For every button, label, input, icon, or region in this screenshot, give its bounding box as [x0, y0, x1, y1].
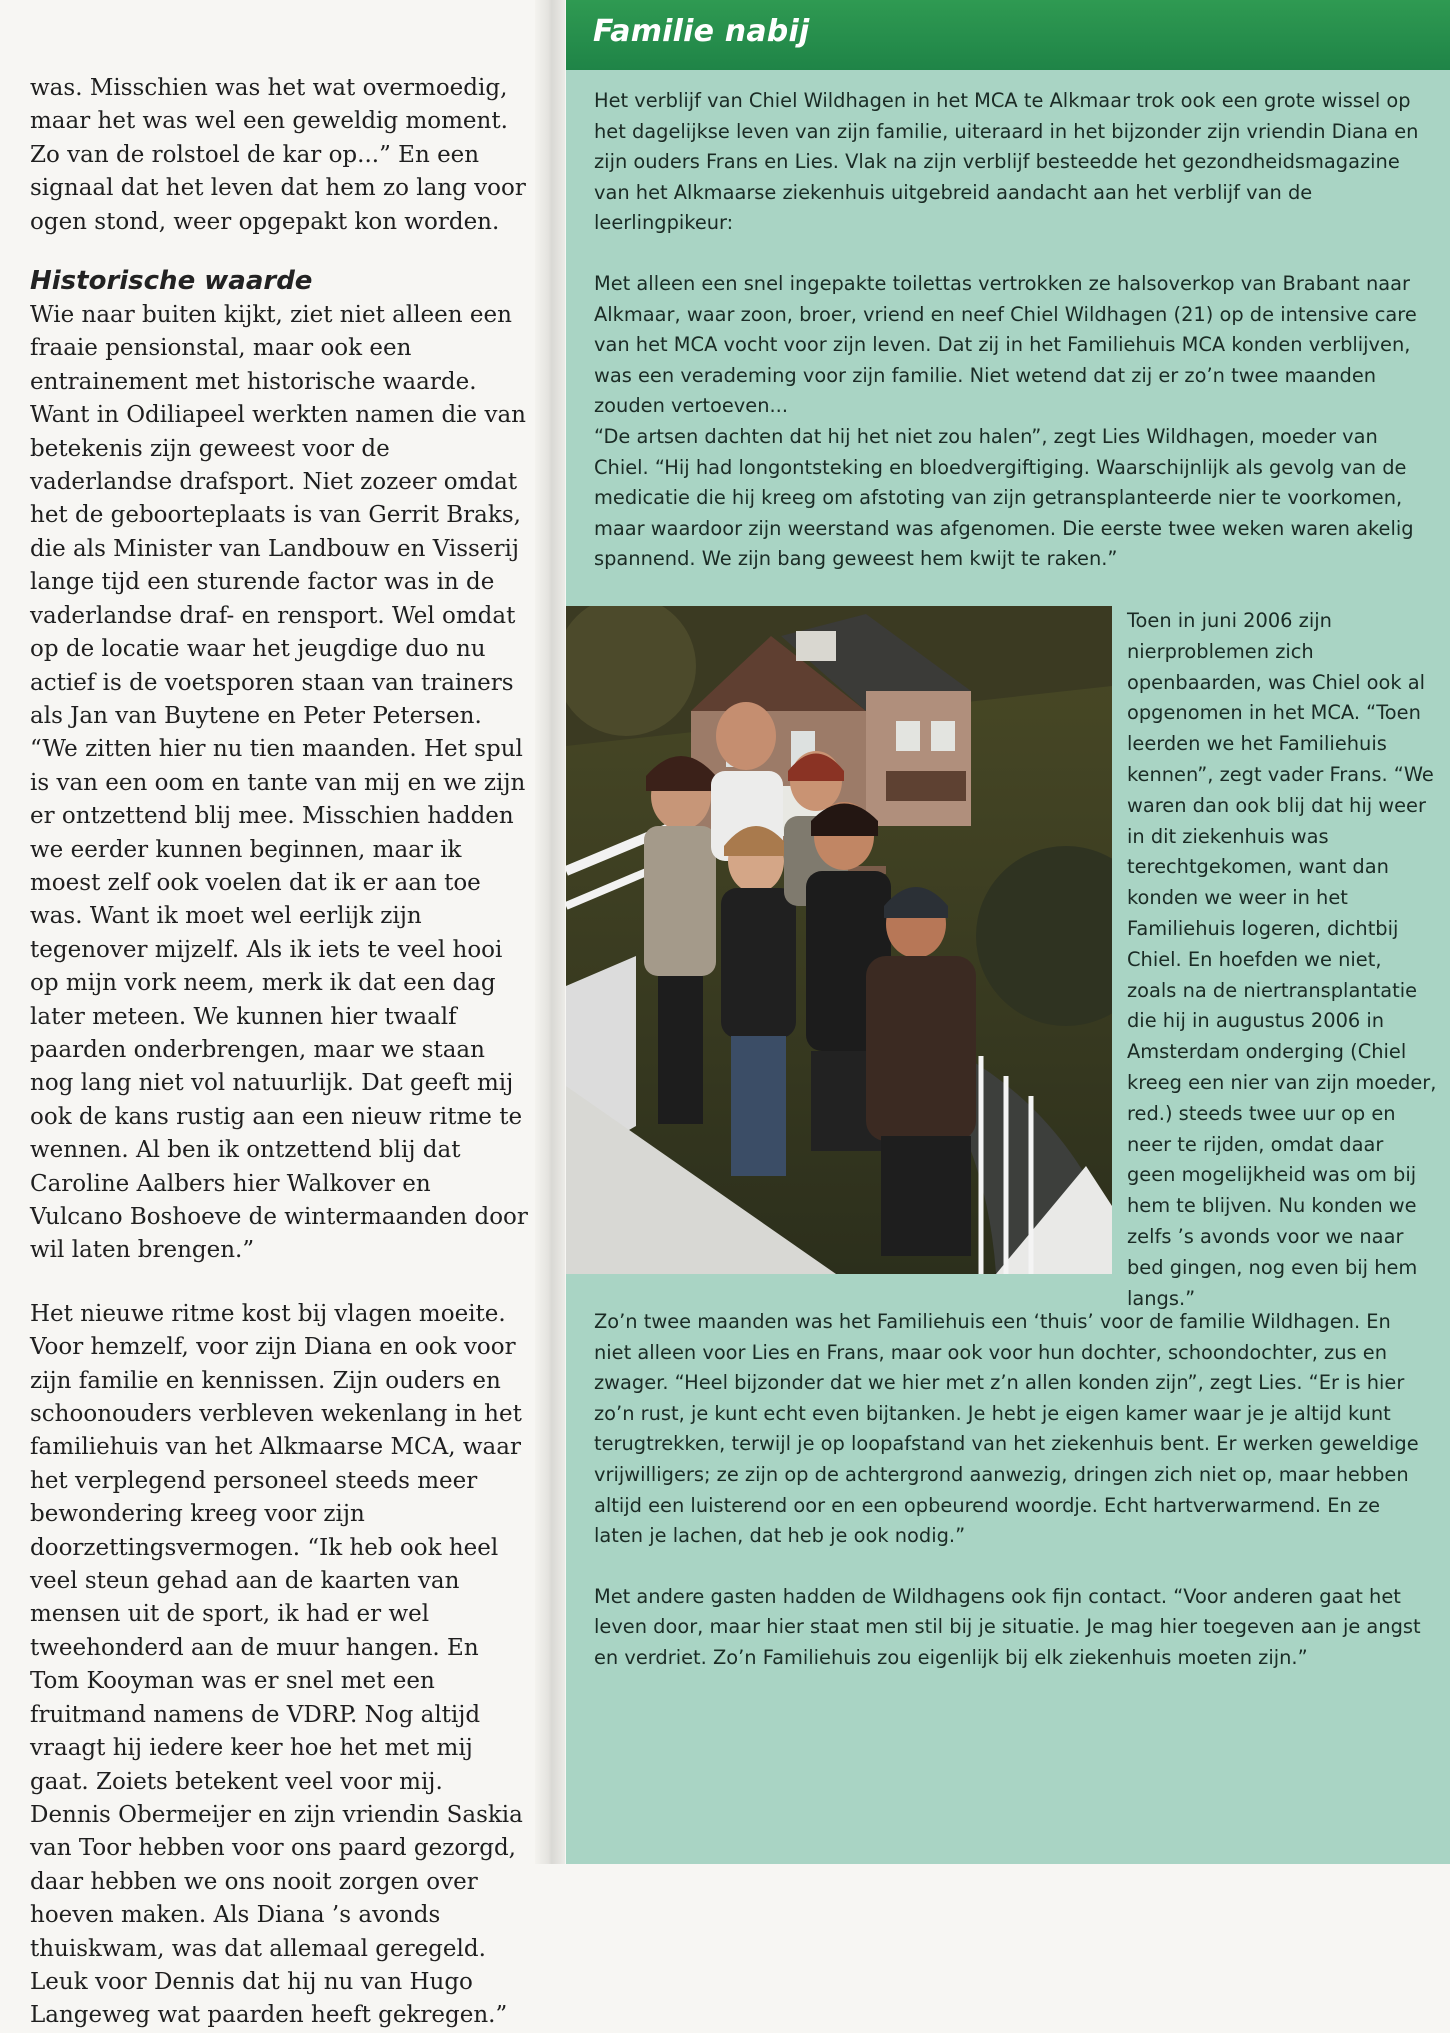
body-paragraph-1: Wie naar buiten kijkt, ziet niet alleen een fraaie pensionstal, maar ook een entrainement met historische waarde. Want in Odiliapeel werkten namen die van betekenis zijn geweest voor de vaderlandse drafsport. Niet zozeer omdat het de geboorteplaats is van Gerrit Braks, die als Minister van Landbouw en Visserij lange tijd een sturende factor was in de vaderlandse draf- en rensport. Wel omdat op de locatie waar het jeugdige duo nu actief is de voetsporen staan van trainers als Jan van Buytene en Peter Petersen. “We zitten hier nu tien maanden. Het spul is van een oom en tante van mij en we zijn er ontzettend blij mee. Misschien hadden we eerder kunnen beginnen, maar ik moest zelf ook voelen dat ik er aan toe was. Want ik moet wel eerlijk zijn tegenover mijzelf. Als ik iets te veel hooi op mijn vork neem, merk ik dat een dag later meteen. We kunnen hier twaalf paarden onderbrengen, maar we staan nog lang niet vol natuurlijk. Dat geeft mij ook de kans rustig aan een nieuw ritme te wennen. Al ben ik ontzettend blij dat Caroline Aalbers hier Walkover en Vulcano Boshoeve de wintermaanden door wil laten brengen.” — [30, 302, 528, 1264]
sidebar-paragraph-3: Zo’n twee maanden was het Familiehuis een ‘thuis’ voor de familie Wildhagen. En niet alleen voor Lies en Frans, maar ook voor hun dochter, schoondochter, zus en zwager. “Heel bijzonder dat we hier met z’n allen konden zijn”, zegt Lies. “Er is hier zo’n rust, je kunt echt even bijtanken. Je hebt je eigen kamer waar je je altijd kunt terugtrekken, terwijl je op loopafstand van het ziekenhuis bent. Er werken geweldige vrijwilligers; ze zijn op de achtergrond aanwezig, dringen zich niet op, maar hebben altijd een luisterend oor en een opbeurend woordje. Echt hartverwarmend. En ze laten je lachen, dat heb je ook nodig.” — [594, 1310, 1419, 1548]
family-photo — [566, 606, 1112, 1274]
sidebar-header — [566, 0, 1450, 70]
section-heading: Historische waarde — [30, 266, 313, 297]
sidebar-paragraph-4: Met andere gasten hadden de Wildhagens ook fijn contact. “Voor anderen gaat het leven door, maar hier staat men stil bij je situatie. Je mag hier toegeven aan je angst en verdriet. Zo’n Familiehuis zou eigenlijk bij elk ziekenhuis moeten zijn.” — [594, 1584, 1421, 1669]
body-paragraph-2: Het nieuwe ritme kost bij vlagen moeite. Voor hemzelf, voor zijn Diana en ook voor zijn familie en kennissen. Zijn ouders en schoonouders verbleven wekenlang in het familiehuis van het Alkmaarse MCA, waar het verplegend personeel steeds meer bewondering kreeg voor zijn doorzettingsvermogen. “Ik heb ook heel veel steun gehad aan de kaarten van mensen uit de sport, ik had er wel tweehonderd aan de muur hangen. En Tom Kooyman was er snel met een fruitmand namens de VDRP. Nog altijd vraagt hij iedere keer hoe het met mij gaat. Zoiets betekent veel voor mij. Dennis Obermeijer en zijn vriendin Saskia van Toor hebben voor ons paard gezorgd, daar hebben we ons nooit zorgen over hoeven maken. Als Diana ’s avonds thuiskwam, was dat allemaal geregeld. Leuk voor Dennis dat hij nu van Hugo Langeweg wat paarden heeft gekregen.” — [30, 1300, 523, 2029]
sidebar-paragraph-2: “De artsen dachten dat hij het niet zou halen”, zegt Lies Wildhagen, moeder van Chiel. “Hij had longontsteking en bloedvergiftiging. Waarschijnlijk als gevolg van de medicatie die hij kreeg om afstoting van zijn getransplanteerde nier te voorkomen, maar waardoor zijn weerstand was afgenomen. Die eerste twee weken waren akelig spannend. We zijn bang geweest hem kwijt te raken.” — [594, 424, 1414, 571]
intro-paragraph: was. Misschien was het wat overmoedig, maar het was wel een geweldig moment. Zo van de rolstoel de kar op...” En een signaal dat het leven dat hem zo lang voor ogen stond, weer opgepakt kon worden. — [30, 75, 526, 235]
sidebar-side-paragraph: Toen in juni 2006 zijn nierproblemen zich openbaarden, was Chiel ook al opgenomen in het MCA. “Toen leerden we het Familiehuis kennen”, zegt vader Frans. “We waren dan ook blij dat hij weer in dit ziekenhuis was terechtgekomen, want dan konden we weer in het Familiehuis logeren, dichtbij Chiel. En hoefden we niet, zoals na de niertransplantatie die hij in augustus 2006 in Amsterdam onderging (Chiel kreeg een nier van zijn moeder, red.) steeds twee uur op en neer te rijden, omdat daar geen mogelijkheid was om bij hem te blijven. Nu konden we zelfs ’s avonds voor we naar bed gingen, nog even bij hem langs.” — [1127, 609, 1437, 1310]
family-photo-illustration — [566, 606, 1112, 1274]
sidebar-panel — [566, 0, 1450, 1864]
left-article-column — [30, 72, 530, 2033]
sidebar-title: Familie nabij — [593, 14, 810, 49]
sidebar-side-text — [1127, 606, 1437, 1314]
page-gutter — [535, 0, 565, 1864]
sidebar-bottom-text — [594, 1307, 1434, 1674]
sidebar-paragraph-1: Met alleen een snel ingepakte toilettas vertrokken ze halsoverkop van Brabant naar Alkmaar, waar zoon, broer, vriend en neef Chiel Wildhagen (21) op de intensive care van het MCA vocht voor zijn leven. Dat zij in het Familiehuis MCA konden verblijven, was een verademing voor zijn familie. Niet wetend dat zij er zo’n twee maanden zouden vertoeven... — [594, 271, 1417, 418]
sidebar-top-text — [594, 86, 1434, 575]
sidebar-intro: Het verblijf van Chiel Wildhagen in het MCA te Alkmaar trok ook een grote wissel op het dagelijkse leven van zijn familie, uiteraard in het bijzonder zijn vriendin Diana en zijn ouders Frans en Lies. Vlak na zijn verblijf besteedde het gezondheidsmagazine van het Alkmaarse ziekenhuis uitgebreid aandacht aan het verblijf van de leerlingpikeur: — [594, 89, 1419, 235]
